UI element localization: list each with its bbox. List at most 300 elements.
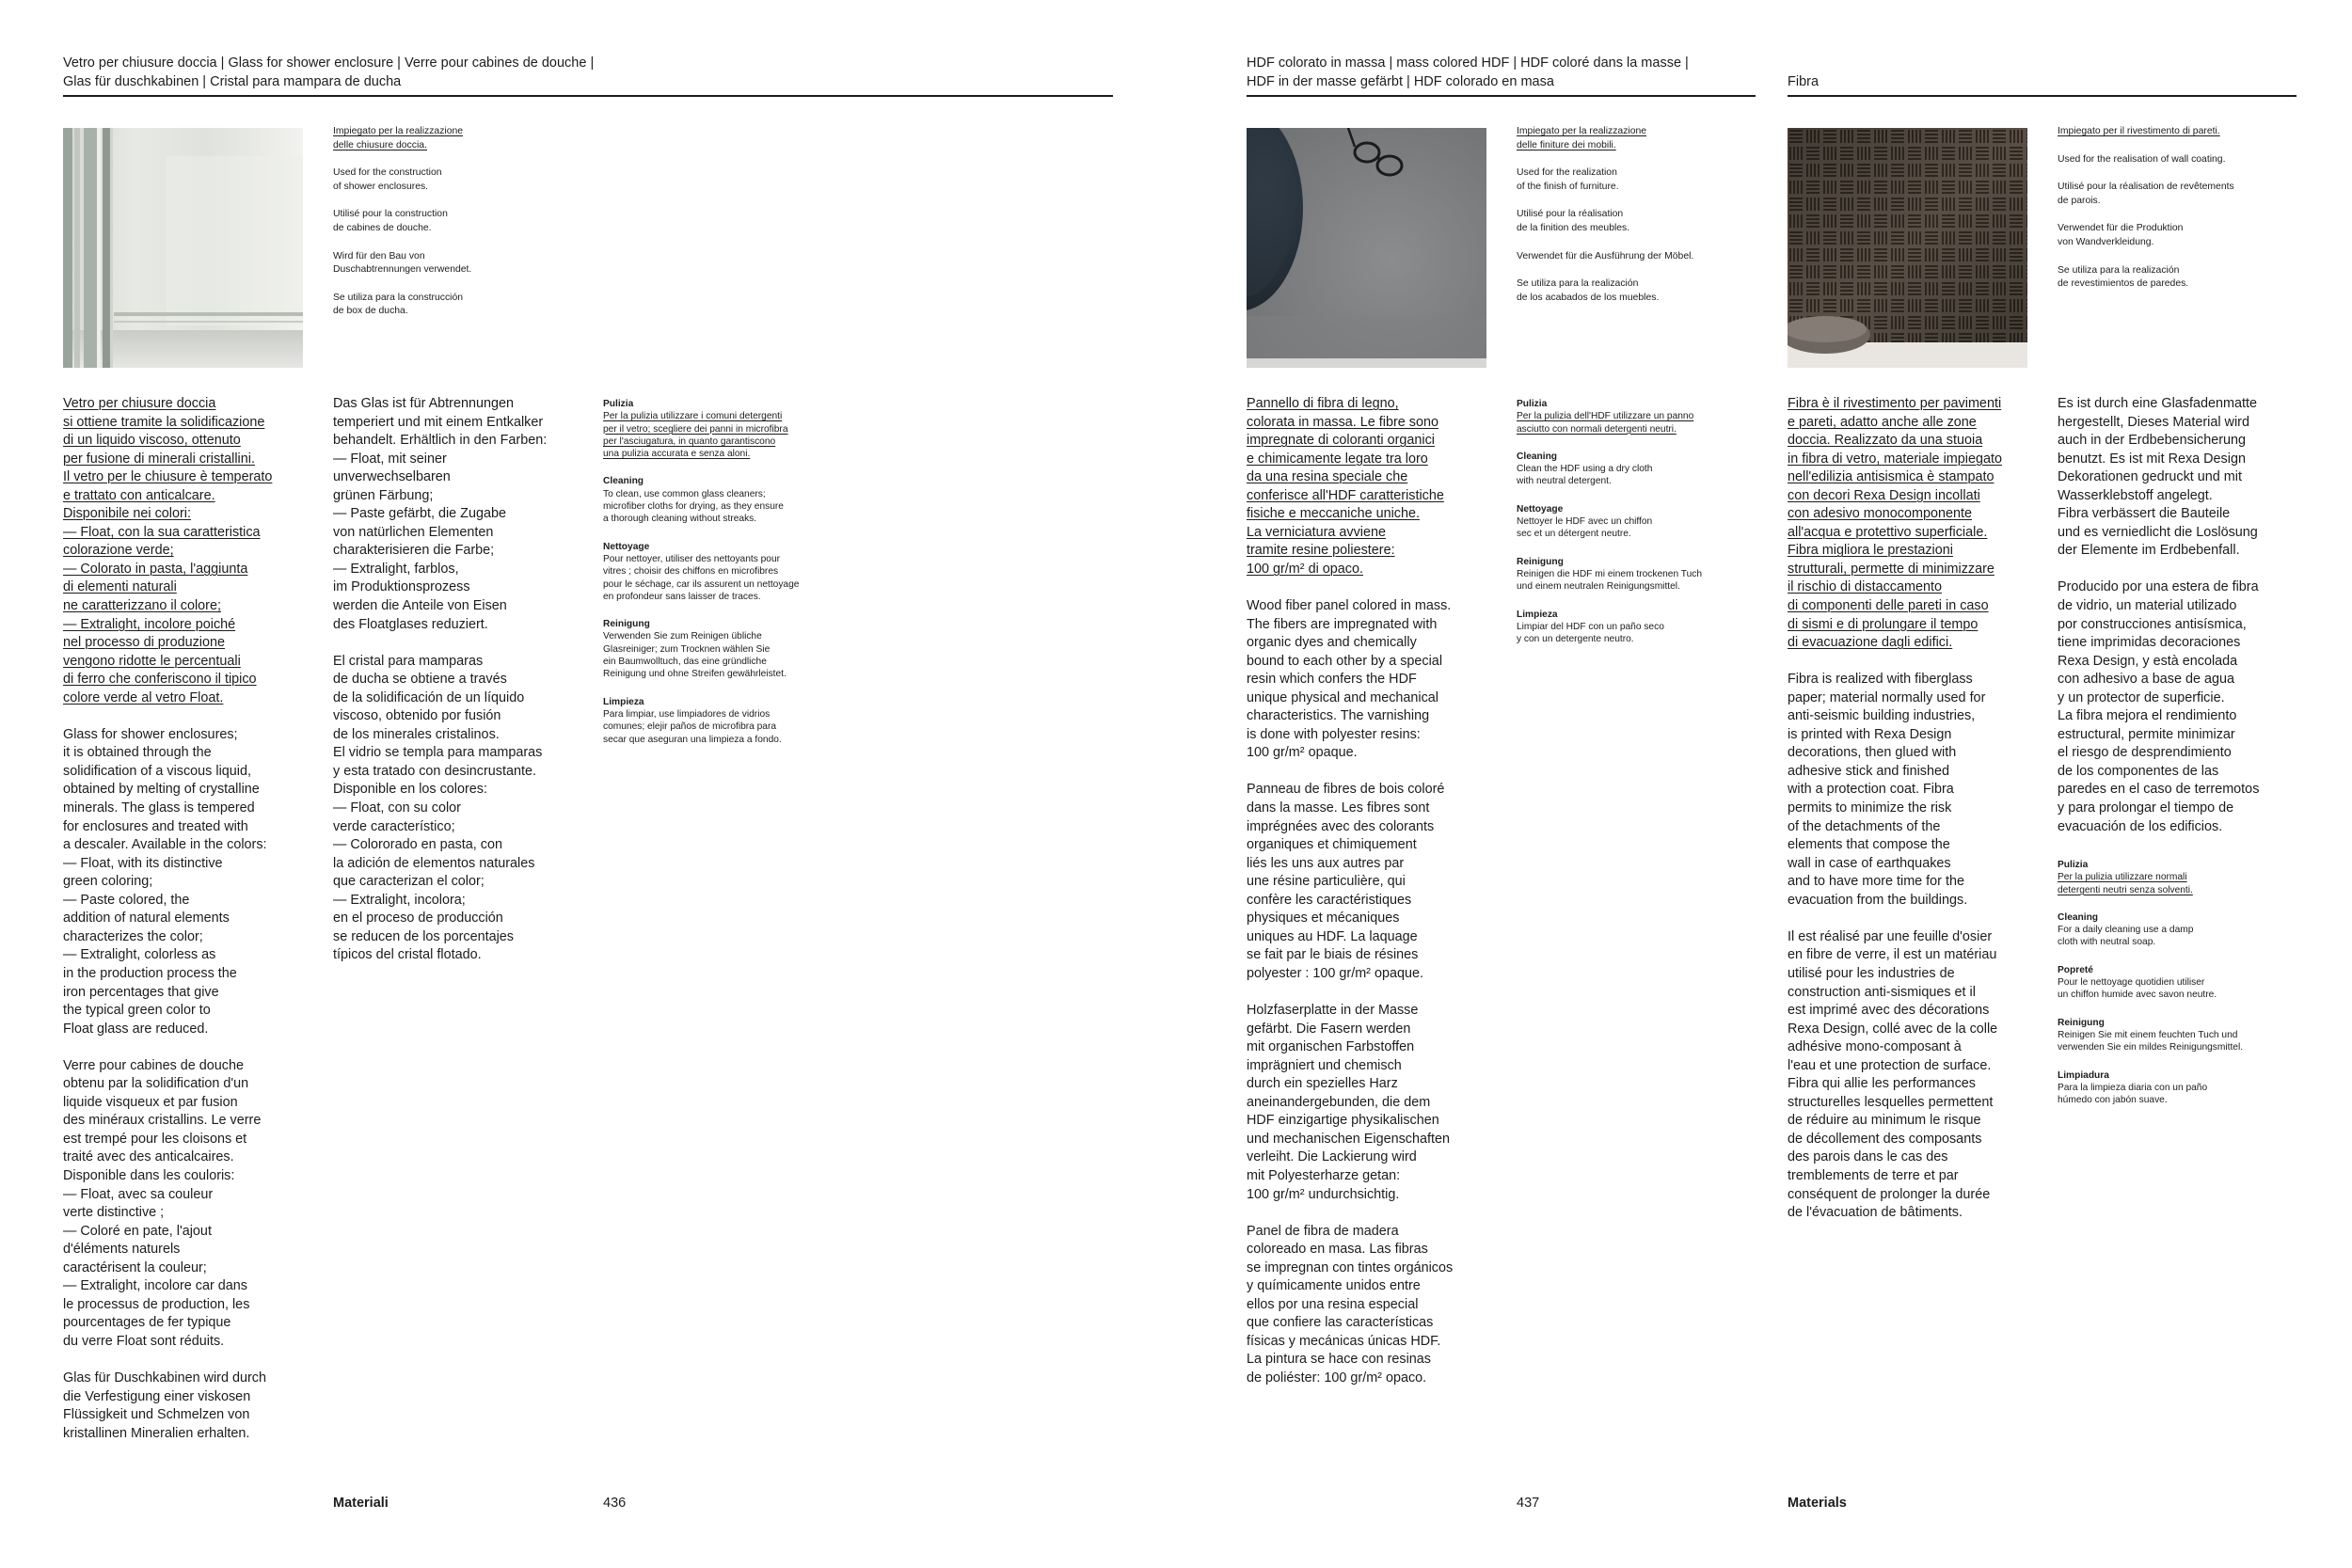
text-line: di ferro che conferiscono il tipico [63, 672, 257, 688]
cleaning-line: comunes; elejir paños de microfibra para [603, 721, 777, 733]
text-line: se impregnan con tintes orgánicos [1247, 1259, 1454, 1275]
text-line: — Paste colored, the [63, 892, 190, 908]
text-line: aneinandergebunden, die dem [1247, 1094, 1431, 1110]
text-line: of the detachments of the [1788, 818, 1941, 834]
text-line: colore verde al vetro Float. [63, 689, 224, 705]
fibra-text-col1 [1788, 395, 2002, 1223]
text-line: — Paste gefärbt, die Zugabe [333, 506, 506, 522]
text-line: e chimicamente legate tra loro [1247, 451, 1428, 467]
text-line: Rexa Design, y està encolada [2058, 653, 2238, 669]
text-line: si ottiene tramite la solidificazione [63, 414, 265, 430]
usage-line: Used for the realisation of wall coating. [2058, 153, 2226, 165]
text-line: ellos por una resina especial [1247, 1296, 1419, 1312]
text-line: strutturali, permette di minimizzare [1788, 561, 1994, 577]
hdf-cleaning-block [1517, 398, 1702, 660]
text-line: paredes en el caso de terremotos [2058, 782, 2260, 798]
cleaning-line: Nettoyer le HDF avec un chiffon [1517, 516, 1653, 528]
text-line: viscoso, obtenido por fusión [333, 708, 501, 724]
text-line: est imprimé avec des décorations [1788, 1003, 1990, 1019]
cleaning-line: una pulizia accurata e senza aloni. [603, 449, 751, 460]
text-line: uniques au HDF. La laquage [1247, 928, 1418, 944]
text-line: der Elemente im Erdbebenfall. [2058, 543, 2240, 559]
text-line: paper; material normally used for [1788, 689, 1986, 705]
usage-line: von Wandverkleidung. [2058, 236, 2154, 247]
text-line: anti-seismic building industries, [1788, 708, 1976, 724]
text-line: ne caratterizzano il colore; [63, 598, 221, 614]
text-line: e pareti, adatto anche alle zone [1788, 414, 1977, 430]
text-line: colorazione verde; [63, 543, 174, 559]
text-line: y para prolongar el tiempo de [2058, 800, 2234, 816]
usage-line: delle finiture dei mobili. [1517, 139, 1616, 150]
left-header [63, 55, 594, 91]
text-line: unique physical and mechanical [1247, 689, 1438, 705]
paragraph-gap [1788, 910, 2002, 928]
paragraph [1247, 597, 1453, 763]
text-line: impregnate di coloranti organici [1247, 433, 1435, 449]
cleaning-heading: Pulizia [2058, 860, 2089, 870]
text-line: il rischio di distaccamento [1788, 579, 1942, 595]
text-line: organic dyes and chemically [1247, 635, 1417, 651]
text-line: El cristal para mamparas [333, 653, 484, 669]
text-line: durch ein spezielles Harz [1247, 1076, 1398, 1092]
text-line: Fibra is realized with fiberglass [1788, 672, 1973, 688]
usage-line: Used for the construction [333, 167, 442, 179]
text-line: du verre Float sont réduits. [63, 1333, 225, 1349]
text-line: and to have more time for the [1788, 874, 1964, 890]
text-line: de los componentes de las [2058, 763, 2219, 779]
left-text-col1 [63, 395, 272, 1443]
left-page-number: 436 [603, 1496, 627, 1511]
glass-shower-image [63, 128, 303, 368]
cleaning-line: y con un detergente neutro. [1517, 634, 1634, 645]
text-line: verde característico; [333, 818, 455, 834]
text-line: 100 gr/m² undurchsichtig. [1247, 1186, 1400, 1202]
text-line: — Coloré en pate, l'ajout [63, 1223, 212, 1239]
cleaning-line: un chiffon humide avec savon neutre. [2058, 990, 2217, 1001]
cleaning-line: Limpiar del HDF con un paño seco [1517, 621, 1664, 632]
text-line: conferisce all'HDF caratteristiche [1247, 487, 1444, 503]
cleaning-line: Reinigung und ohne Streifen gewährleistet. [603, 669, 787, 680]
text-line: bound to each other by a special [1247, 653, 1443, 669]
cleaning-line: en profondeur sans laisser de traces. [603, 591, 761, 602]
left-text-col2 [333, 395, 547, 965]
text-line: liquide visqueux et par fusion [63, 1094, 238, 1110]
text-line: Verre pour cabines de douche [63, 1057, 245, 1073]
text-line: estructural, permite minimizar [2058, 726, 2235, 742]
text-line: auch in der Erdbebensicherung [2058, 433, 2247, 449]
text-line: — Float, mit seiner [333, 451, 447, 467]
text-line: nell'edilizia antisismica è stampato [1788, 469, 1994, 485]
hdf-header-line: HDF colorato in massa | mass colored HDF | HDF coloré dans la masse | [1247, 55, 1689, 71]
cleaning-line: Para limpiar, use limpiadores de vidrios [603, 708, 771, 720]
text-line: elements that compose the [1788, 837, 1950, 853]
fibra-wall-image [1788, 128, 2027, 368]
hdf-panel-image [1247, 128, 1486, 368]
cleaning-line: cloth with neutral soap. [2058, 937, 2156, 948]
text-line: verleiht. Die Lackierung wird [1247, 1149, 1417, 1165]
paragraph [2058, 395, 2259, 561]
cleaning-line: per l'asciugatura, in quanto garantiscono [603, 436, 776, 447]
text-line: hergestellt, Dieses Material wird [2058, 414, 2249, 430]
cleaning-line: asciutto con normali detergenti neutri. [1517, 423, 1677, 435]
usage-line: Verwendet für die Ausführung der Möbel. [1517, 250, 1694, 261]
hdf-header-line: HDF in der masse gefärbt | HDF colorado en masa [1247, 73, 1554, 89]
text-line: Fibra è il rivestimento per pavimenti [1788, 396, 2002, 411]
cleaning-line: Verwenden Sie zum Reinigen übliche [603, 631, 762, 642]
text-line: Vetro per chiusure doccia [63, 396, 216, 411]
text-line: addition of natural elements [63, 911, 230, 927]
text-line: polyester : 100 gr/m² opaque. [1247, 965, 1423, 981]
cleaning-line: pour le séchage, car ils assurent un nettoyage [603, 578, 800, 590]
text-line: und es verniedlicht die Loslösung [2058, 524, 2258, 540]
text-line: des parois dans le cas des [1788, 1149, 1948, 1165]
text-line: di componenti delle pareti in caso [1788, 598, 1989, 614]
text-line: Glas für Duschkabinen wird durch [63, 1370, 266, 1386]
text-line: 100 gr/m² di opaco. [1247, 561, 1363, 577]
cleaning-line: verwenden Sie ein mildes Reinigungsmittel. [2058, 1042, 2244, 1053]
text-line: físicas y mecánicas únicas HDF. [1247, 1333, 1441, 1349]
cleaning-line: a thorough cleaning without streaks. [603, 514, 757, 525]
text-line: evacuation from the buildings. [1788, 892, 1968, 908]
usage-line: Impiegato per la realizzazione [333, 126, 464, 136]
text-line: imprägniert und chemisch [1247, 1057, 1402, 1073]
usage-line: Verwendet für die Produktion [2058, 223, 2184, 234]
paragraph [1247, 1002, 1453, 1204]
text-line: decorations, then glued with [1788, 745, 1957, 761]
text-line: con adesivo monocomponente [1788, 506, 1973, 522]
text-line: temperiert und mit einem Entkalker [333, 414, 544, 430]
paragraph-gap [1247, 984, 1453, 1003]
left-footer-label: Materiali [333, 1496, 389, 1511]
text-line: benutzt. Es ist mit Rexa Design [2058, 451, 2246, 467]
hdf-header [1247, 55, 1689, 91]
text-line: it is obtained through the [63, 745, 212, 761]
paragraph [333, 395, 547, 634]
text-line: a descaler. Available in the colors: [63, 837, 267, 853]
paragraph [2058, 578, 2259, 836]
left-header-line: Glas für duschkabinen | Cristal para mampara de ducha [63, 73, 402, 89]
usage-line: Se utiliza para la construcción [333, 292, 464, 303]
text-line: behandelt. Erhältlich in den Farben: [333, 433, 548, 449]
paragraph [333, 653, 547, 965]
text-line: Il vetro per le chiusure è temperato [63, 469, 273, 485]
text-line: di un liquido viscoso, ottenuto [63, 433, 241, 449]
text-line: Il est réalisé par une feuille d'osier [1788, 928, 1993, 944]
fibra-cleaning-block [2058, 859, 2243, 1121]
usage-line: Impiegato per il rivestimento di pareti. [2058, 126, 2220, 136]
text-line: verte distinctive ; [63, 1205, 165, 1221]
text-line: construction anti-sismiques et il [1788, 984, 1976, 1000]
cleaning-line: per il vetro; scegliere dei panni in microfibra [603, 423, 788, 435]
cleaning-line: und einem neutralen Reinigungsmittel. [1517, 581, 1680, 593]
text-line: fisiche e meccaniche uniche. [1247, 506, 1420, 522]
text-line: se fait par le biais de résines [1247, 947, 1419, 963]
cleaning-line: Per la pulizia utilizzare normali [2058, 872, 2187, 883]
text-line: Pannello di fibra di legno, [1247, 396, 1399, 411]
text-line: 100 gr/m² opaque. [1247, 745, 1358, 761]
cleaning-line: For a daily cleaning use a damp [2058, 925, 2194, 936]
text-line: all'acqua e protettivo superficiale. [1788, 524, 1988, 540]
text-line: Panel de fibra de madera [1247, 1223, 1399, 1239]
paragraph [1788, 395, 2002, 653]
paragraph [1247, 1223, 1453, 1388]
cleaning-heading: Limpieza [603, 696, 644, 707]
text-line: El vidrio se templa para mamparas [333, 745, 543, 761]
left-usage-block [333, 125, 471, 333]
text-line: is printed with Rexa Design [1788, 726, 1952, 742]
text-line: wall in case of earthquakes [1788, 855, 1951, 871]
text-line: obtained by melting of crystalline [63, 782, 260, 798]
text-line: mit organischen Farbstoffen [1247, 1039, 1415, 1055]
cleaning-line: Para la limpieza diaria con un paño [2058, 1082, 2208, 1093]
text-line: de vidrio, un material utilizado [2058, 598, 2237, 614]
text-line: de décollement des composants [1788, 1131, 1982, 1147]
text-line: caractérisent la couleur; [63, 1259, 207, 1275]
paragraph-gap [333, 634, 547, 653]
cleaning-line: ein Baumwolltuch, das eine gründliche [603, 657, 767, 668]
cleaning-section [1517, 451, 1702, 488]
cleaning-heading: Cleaning [1517, 451, 1558, 462]
text-line: que caracterizan el color; [333, 874, 485, 890]
text-line: Disponible en los colores: [333, 782, 487, 798]
text-line: de poliéster: 100 gr/m² opaco. [1247, 1370, 1427, 1386]
text-line: organiques et chimiquement [1247, 837, 1417, 853]
paragraph-gap [63, 1351, 272, 1370]
text-line: die Verfestigung einer viskosen [63, 1388, 251, 1404]
text-line: Panneau de fibres de bois coloré [1247, 782, 1445, 798]
cleaning-heading: Pulizia [603, 399, 634, 409]
cleaning-section [2058, 964, 2243, 1002]
cleaning-line: Per la pulizia dell'HDF utilizzare un panno [1517, 411, 1694, 422]
text-line: Flüssigkeit und Schmelzen von [63, 1407, 250, 1423]
text-line: di sismi e di prolungare il tempo [1788, 616, 1979, 632]
text-line: gefärbt. Die Fasern werden [1247, 1021, 1411, 1037]
cleaning-section [603, 398, 799, 460]
text-line: de los minerales cristalinos. [333, 726, 500, 742]
cleaning-section [603, 696, 799, 746]
text-line: se reducen de los porcentajes [333, 928, 514, 944]
text-line: des minéraux cristallins. Le verre [63, 1113, 262, 1129]
left-header-rule [63, 95, 1113, 97]
cleaning-heading: Reinigung [2058, 1017, 2105, 1028]
cleaning-section [1517, 556, 1702, 594]
hdf-text-col [1247, 395, 1453, 1388]
text-line: y químicamente unidos entre [1247, 1278, 1421, 1294]
text-line: liés les uns aux autres par [1247, 855, 1405, 871]
paragraph [63, 1370, 272, 1443]
usage-line: de box de ducha. [333, 306, 408, 317]
text-line: physiques et mécaniques [1247, 911, 1400, 927]
text-line: por construcciones antisísmica, [2058, 616, 2247, 632]
cleaning-section [2058, 859, 2243, 896]
text-line: Disponible dans les couloris: [63, 1167, 235, 1183]
text-line: de l'évacuation de bâtiments. [1788, 1205, 1963, 1221]
text-line: des Floatglases reduziert. [333, 616, 488, 632]
text-line: werden die Anteile von Eisen [333, 598, 507, 614]
text-line: típicos del cristal flotado. [333, 947, 482, 963]
text-line: de la solidificación de un líquido [333, 689, 525, 705]
text-line: permits to minimize the risk [1788, 800, 1952, 816]
text-line: di evacuazione dagli edifici. [1788, 635, 1953, 651]
text-line: di elementi naturali [63, 579, 177, 595]
text-line: en el proceso de producción [333, 911, 503, 927]
cleaning-heading: Cleaning [2058, 911, 2099, 923]
text-line: green coloring; [63, 874, 153, 890]
cleaning-line: húmedo con jabón suave. [2058, 1095, 2168, 1106]
paragraph-gap [1247, 763, 1453, 782]
fibra-usage-block [2058, 125, 2234, 306]
cleaning-line: To clean, use common glass cleaners; [603, 488, 766, 499]
cleaning-section [2058, 1017, 2243, 1054]
cleaning-line: Glasreiniger; zum Trocknen wählen Sie [603, 643, 771, 655]
text-line: Disponibile nei colori: [63, 506, 191, 522]
usage-line: Utilisé pour la réalisation de revêtements [2058, 182, 2234, 193]
cleaning-heading: Reinigung [603, 619, 650, 630]
text-line: da una resina speciale che [1247, 469, 1408, 485]
text-line: — Extralight, farblos, [333, 561, 459, 577]
right-footer-label: Materials [1788, 1496, 1847, 1511]
text-line: tiene imprimidas decoraciones [2058, 635, 2241, 651]
paragraph-gap [63, 707, 272, 726]
text-line: — Extralight, incolore car dans [63, 1278, 247, 1294]
text-line: with a protection coat. Fibra [1788, 782, 1954, 798]
text-line: mit Polyesterharze getan: [1247, 1167, 1401, 1183]
text-line: La fibra mejora el rendimiento [2058, 708, 2237, 724]
text-line: y esta tratado con desincrustante. [333, 763, 536, 779]
cleaning-section [2058, 1069, 2243, 1107]
cleaning-section [603, 475, 799, 525]
text-line: colorata in massa. Le fibre sono [1247, 414, 1438, 430]
text-line: charakterisieren die Farbe; [333, 543, 495, 559]
text-line: de ducha se obtiene a través [333, 672, 507, 688]
cleaning-line: detergenti neutri senza solventi. [2058, 884, 2193, 895]
text-line: unverwechselbaren [333, 469, 451, 485]
text-line: imprégnées avec des colorants [1247, 818, 1435, 834]
cleaning-line: microfiber cloths for drying, as they ensure [603, 501, 784, 513]
usage-line: of the finish of furniture. [1517, 181, 1619, 192]
usage-line: de revestimientos de paredes. [2058, 278, 2189, 290]
text-line: La verniciatura avviene [1247, 524, 1386, 540]
usage-line: Utilisé pour la réalisation [1517, 209, 1624, 220]
text-line: de réduire au minimum le risque [1788, 1113, 1981, 1129]
fibra-header-rule [1788, 95, 2296, 97]
usage-line: de los acabados de los muebles. [1517, 292, 1660, 303]
text-line: en fibre de verre, il est un matériau [1788, 947, 1997, 963]
usage-line: de cabines de douche. [333, 222, 432, 233]
text-line: — Float, con su color [333, 800, 461, 816]
hdf-header-rule [1247, 95, 1756, 97]
text-line: — Colororado en pasta, con [333, 837, 502, 853]
cleaning-heading: Pulizia [1517, 399, 1548, 409]
text-line: Es ist durch eine Glasfadenmatte [2058, 396, 2257, 411]
cleaning-heading: Reinigung [1517, 556, 1564, 567]
cleaning-line: with neutral detergent. [1517, 476, 1612, 487]
text-line: coloreado en masa. Las fibras [1247, 1242, 1428, 1258]
paragraph [1788, 928, 2002, 1223]
text-line: pourcentages de fer typique [63, 1315, 231, 1331]
usage-line: Se utiliza para la realización [2058, 264, 2180, 276]
text-line: Fibra qui allie les performances [1788, 1076, 1976, 1092]
text-line: — Extralight, incolore poiché [63, 616, 236, 632]
text-line: est trempé pour les cloisons et [63, 1131, 247, 1147]
usage-line: Se utiliza para la realización [1517, 278, 1639, 290]
text-line: le processus de production, les [63, 1296, 250, 1312]
text-line: Das Glas ist für Abtrennungen [333, 396, 514, 411]
text-line: — Float, avec sa couleur [63, 1186, 214, 1202]
usage-line: de parois. [2058, 195, 2101, 206]
text-line: in fibra di vetro, materiale impiegato [1788, 451, 2002, 467]
text-line: adhesive stick and finished [1788, 763, 1949, 779]
text-line: y un protector de superficie. [2058, 689, 2225, 705]
hdf-usage-block [1517, 125, 1693, 319]
cleaning-line: Pour nettoyer, utiliser des nettoyants pour [603, 553, 781, 564]
text-line: solidification of a viscous liquid, [63, 763, 251, 779]
text-line: l'eau et une protection de surface. [1788, 1057, 1992, 1073]
text-line: von natürlichen Elementen [333, 524, 494, 540]
usage-line: Used for the realization [1517, 167, 1617, 179]
text-line: — Colorato in pasta, l'aggiunta [63, 561, 248, 577]
right-page-number: 437 [1517, 1496, 1540, 1511]
cleaning-line: Per la pulizia utilizzare i comuni detergenti [603, 411, 783, 422]
usage-line: of shower enclosures. [333, 181, 429, 192]
usage-line: de la finition des meubles. [1517, 222, 1630, 233]
text-line: HDF einzigartige physikalischen [1247, 1113, 1439, 1129]
paragraph-gap [1247, 1204, 1453, 1223]
cleaning-heading: Nettoyage [1517, 503, 1564, 515]
text-line: confère les caractéristiques [1247, 892, 1412, 908]
text-line: vengono ridotte le percentuali [63, 653, 241, 669]
cleaning-section [603, 618, 799, 680]
text-line: Fibra migliora le prestazioni [1788, 543, 1953, 559]
text-line: — Extralight, colorless as [63, 947, 216, 963]
paragraph-gap [63, 1038, 272, 1057]
cleaning-line: vitres ; choisir des chiffons en microfibres [603, 566, 779, 578]
text-line: minerals. The glass is tempered [63, 800, 255, 816]
text-line: nel processo di produzione [63, 635, 225, 651]
text-line: The fibers are impregnated with [1247, 616, 1438, 632]
paragraph [63, 726, 272, 1038]
cleaning-heading: Limpiadura [2058, 1069, 2109, 1081]
text-line: im Produktionsprozess [333, 579, 470, 595]
cleaning-section [1517, 503, 1702, 541]
paragraph [1247, 395, 1453, 578]
cleaning-line: secar que aseguran una limpieza a fondo. [603, 734, 782, 745]
fibra-header [1788, 73, 1819, 92]
text-line: Wood fiber panel colored in mass. [1247, 598, 1452, 614]
text-line: Fibra verbässert die Bauteile [2058, 506, 2231, 522]
text-line: e trattato con anticalcare. [63, 487, 215, 503]
text-line: grünen Färbung; [333, 487, 434, 503]
paragraph-gap [1788, 653, 2002, 672]
cleaning-heading: Cleaning [603, 476, 644, 487]
text-line: for enclosures and treated with [63, 818, 248, 834]
text-line: que confiere las características [1247, 1315, 1434, 1331]
text-line: el riesgo de desprendimiento [2058, 745, 2232, 761]
text-line: — Extralight, incolora; [333, 892, 466, 908]
usage-line: Wird für den Bau von [333, 250, 425, 261]
fibra-text-col2 [2058, 395, 2259, 836]
cleaning-line: Reinigen Sie mit einem feuchten Tuch und [2058, 1029, 2238, 1040]
text-line: in the production process the [63, 965, 237, 981]
text-line: une résine particulière, qui [1247, 874, 1406, 890]
text-line: tramite resine poliestere: [1247, 543, 1395, 559]
text-line: Rexa Design, collé avec de la colle [1788, 1021, 1998, 1037]
text-line: con decori Rexa Design incollati [1788, 487, 1980, 503]
text-line: Holzfaserplatte in der Masse [1247, 1003, 1419, 1019]
cleaning-section [603, 541, 799, 603]
text-line: characterizes the color; [63, 928, 203, 944]
text-line: Dekorationen gedruckt und mit [2058, 469, 2242, 485]
